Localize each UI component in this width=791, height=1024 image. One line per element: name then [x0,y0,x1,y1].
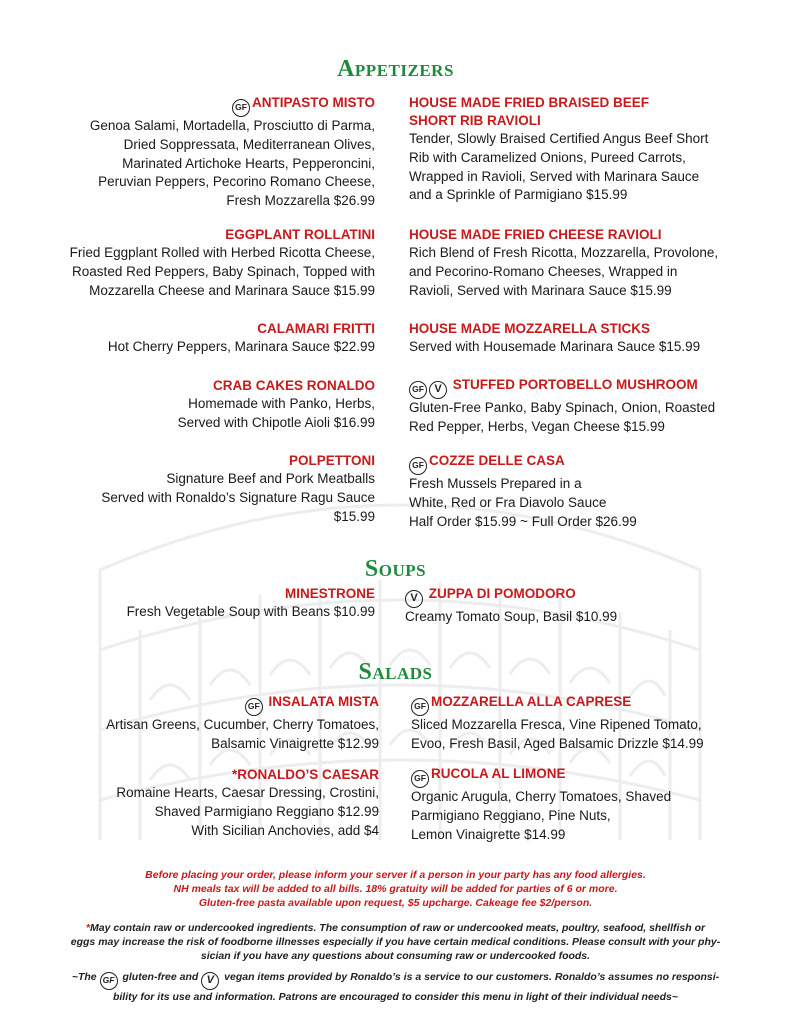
item-description: Signature Beef and Pork Meatballs [166,471,375,486]
item-description: Tender, Slowly Braised Certified Angus Beef Short [409,131,709,146]
gluten-free-icon: GF [100,972,118,990]
item-name: CRAB CAKES RONALDO [213,378,375,393]
item-description: Shaved Parmigiano Reggiano $12.99 [154,803,379,819]
item-description: Rich Blend of Fresh Ricotta, Mozzarella, Provolone, [409,245,719,260]
item-description: Mozzarella Cheese and Marinara Sauce $15.99 [89,282,375,298]
gluten-free-icon: GF [245,698,263,716]
gluten-free-pasta-line: Gluten-free pasta available upon request, $5 upcharge. Cakeage fee $2/person. [198,897,593,909]
menu-item-eggplant-rollatini [40,226,375,300]
item-name: STUFFED PORTOBELLO MUSHROOM [452,377,698,392]
item-description: Genoa Salami, Mortadella, Prosciutto di Parma, [89,118,375,133]
menu-item-crab-cakes [40,377,375,433]
item-name: INSALATA MISTA [268,694,379,709]
gluten-free-icon: GF [409,381,427,399]
menu-item-cozze-delle-casa [409,452,754,531]
menu-item-zuppa-di-pomodoro [405,585,750,627]
notice-text: vegan items provided by Ronaldo’s is a service to our customers. Ronaldo’s assumes no responsi- [224,971,720,983]
gluten-free-icon: GF [411,698,429,716]
item-description: Served with Housemade Marinara Sauce $15.99 [409,339,701,354]
item-name: HOUSE MADE MOZZARELLA STICKS [409,321,650,336]
item-description: Fresh Mozzarella $26.99 [226,193,375,209]
item-description: Rib with Caramelized Onions, Pureed Carrots, [409,149,686,165]
item-description: Gluten-Free Panko, Baby Spinach, Onion, Roasted [409,400,716,415]
dietary-notice [30,970,761,1004]
salads-heading: Salads [358,659,433,685]
notice-text: gluten-free and [122,971,199,983]
allergy-notice [30,868,761,910]
item-description: Lemon Vinaigrette $14.99 [411,826,566,842]
menu-item-cheese-ravioli [409,226,754,300]
menu-item-polpettoni [40,452,375,526]
item-description: $15.99 [333,508,375,524]
item-description: Roasted Red Peppers, Baby Spinach, Topped with [72,263,375,279]
item-description: Ravioli, Served with Marinara Sauce $15.99 [409,282,672,298]
item-name: HOUSE MADE FRIED BRAISED BEEF [409,95,650,110]
disclaimer-line: sician if you have any questions about consuming raw or undercooked foods. [200,950,591,962]
item-description: Red Pepper, Herbs, Vegan Cheese $15.99 [409,418,665,434]
item-description: Sliced Mozzarella Fresca, Vine Ripened Tomato, [411,717,702,732]
item-name: CALAMARI FRITTI [257,321,375,336]
disclaimer-line: eggs may increase the risk of foodborne illnesses especially if you have certain medical conditions. Please consult with your phy- [70,936,721,948]
item-name: HOUSE MADE FRIED CHEESE RAVIOLI [409,227,662,242]
item-description: Peruvian Peppers, Pecorino Romano Cheese, [98,174,375,190]
disclaimer-line: May contain raw or undercooked ingredients. The consumption of raw or undercooked meats, poultry, seafood, shellfish or [89,922,706,934]
vegan-icon: V [405,590,423,608]
item-name: MOZZARELLA ALLA CAPRESE [431,694,632,709]
item-name: RUCOLA AL LIMONE [431,766,566,781]
vegan-icon: V [429,381,447,399]
item-name: COZZE DELLE CASA [429,453,565,468]
menu-item-ronaldos-caesar [44,766,379,840]
soups-heading: Soups [364,556,427,582]
item-description: With Sicilian Anchovies, add $4 [191,822,379,838]
menu-item-beef-short-rib-ravioli [409,94,754,205]
item-description: Half Order $15.99 ~ Full Order $26.99 [409,513,637,529]
menu-item-rucola-al-limone [411,765,756,844]
gluten-free-icon: GF [232,99,250,117]
item-name: ANTIPASTO MISTO [251,95,375,110]
menu-item-stuffed-portobello [409,376,754,437]
menu-item-minestrone [40,585,375,622]
notice-text: ~The [71,971,97,983]
item-description: Parmigiano Reggiano, Pine Nuts, [411,807,611,823]
item-name: *RONALDO’S CAESAR [231,767,379,782]
item-description: Fresh Vegetable Soup with Beans $10.99 [126,604,375,619]
item-name: ZUPPA DI POMODORO [428,586,576,601]
item-description: Fried Eggplant Rolled with Herbed Ricotta Cheese, [69,245,375,260]
item-description: and Pecorino-Romano Cheeses, Wrapped in [409,263,678,279]
menu-item-mozzarella-alla-caprese [411,693,756,754]
gluten-free-icon: GF [411,770,429,788]
item-description: Homemade with Panko, Herbs, [188,396,375,411]
raw-food-disclaimer [30,921,761,963]
tax-gratuity-line: NH meals tax will be added to all bills. 18% gratuity will be added for parties of 6 or more. [173,883,618,895]
item-description: Served with Chipotle Aioli $16.99 [177,414,375,430]
item-name: SHORT RIB RAVIOLI [409,113,541,128]
item-name: EGGPLANT ROLLATINI [225,227,375,242]
item-description: Organic Arugula, Cherry Tomatoes, Shaved [411,789,672,804]
item-description: Dried Soppressata, Mediterranean Olives, [123,136,375,152]
vegan-icon: V [201,972,219,990]
item-description: Creamy Tomato Soup, Basil $10.99 [405,609,618,624]
item-description: Served with Ronaldo’s Signature Ragu Sauce [101,489,375,505]
item-description: White, Red or Fra Diavolo Sauce [409,494,607,510]
menu-item-mozzarella-sticks [409,320,754,357]
item-description: Balsamic Vinaigrette $12.99 [211,735,379,751]
allergy-line: Before placing your order, please inform your server if a person in your party has any food allergies. [145,869,646,881]
menu-item-antipasto-misto [40,94,375,211]
asterisk: * [85,922,90,934]
notice-text: bility for its use and information. Patrons are encouraged to consider this menu in light of their individual needs~ [112,991,679,1003]
item-description: and a Sprinkle of Parmigiano $15.99 [409,187,628,203]
item-description: Marinated Artichoke Hearts, Pepperoncini, [122,155,375,171]
item-description: Hot Cherry Peppers, Marinara Sauce $22.99 [107,339,375,354]
menu-item-calamari-fritti [40,320,375,357]
item-description: Artisan Greens, Cucumber, Cherry Tomatoes, [106,717,379,732]
appetizers-heading: Appetizers [337,56,454,82]
menu-item-insalata-mista [44,693,379,754]
item-name: MINESTRONE [284,586,375,601]
gluten-free-icon: GF [409,457,427,475]
item-description: Wrapped in Ravioli, Served with Marinara Sauce [409,168,700,184]
item-name: POLPETTONI [288,453,375,468]
item-description: Romaine Hearts, Caesar Dressing, Crostini, [116,785,379,800]
item-description: Evoo, Fresh Basil, Aged Balsamic Drizzle $14.99 [411,735,704,751]
item-description: Fresh Mussels Prepared in a [409,476,582,491]
